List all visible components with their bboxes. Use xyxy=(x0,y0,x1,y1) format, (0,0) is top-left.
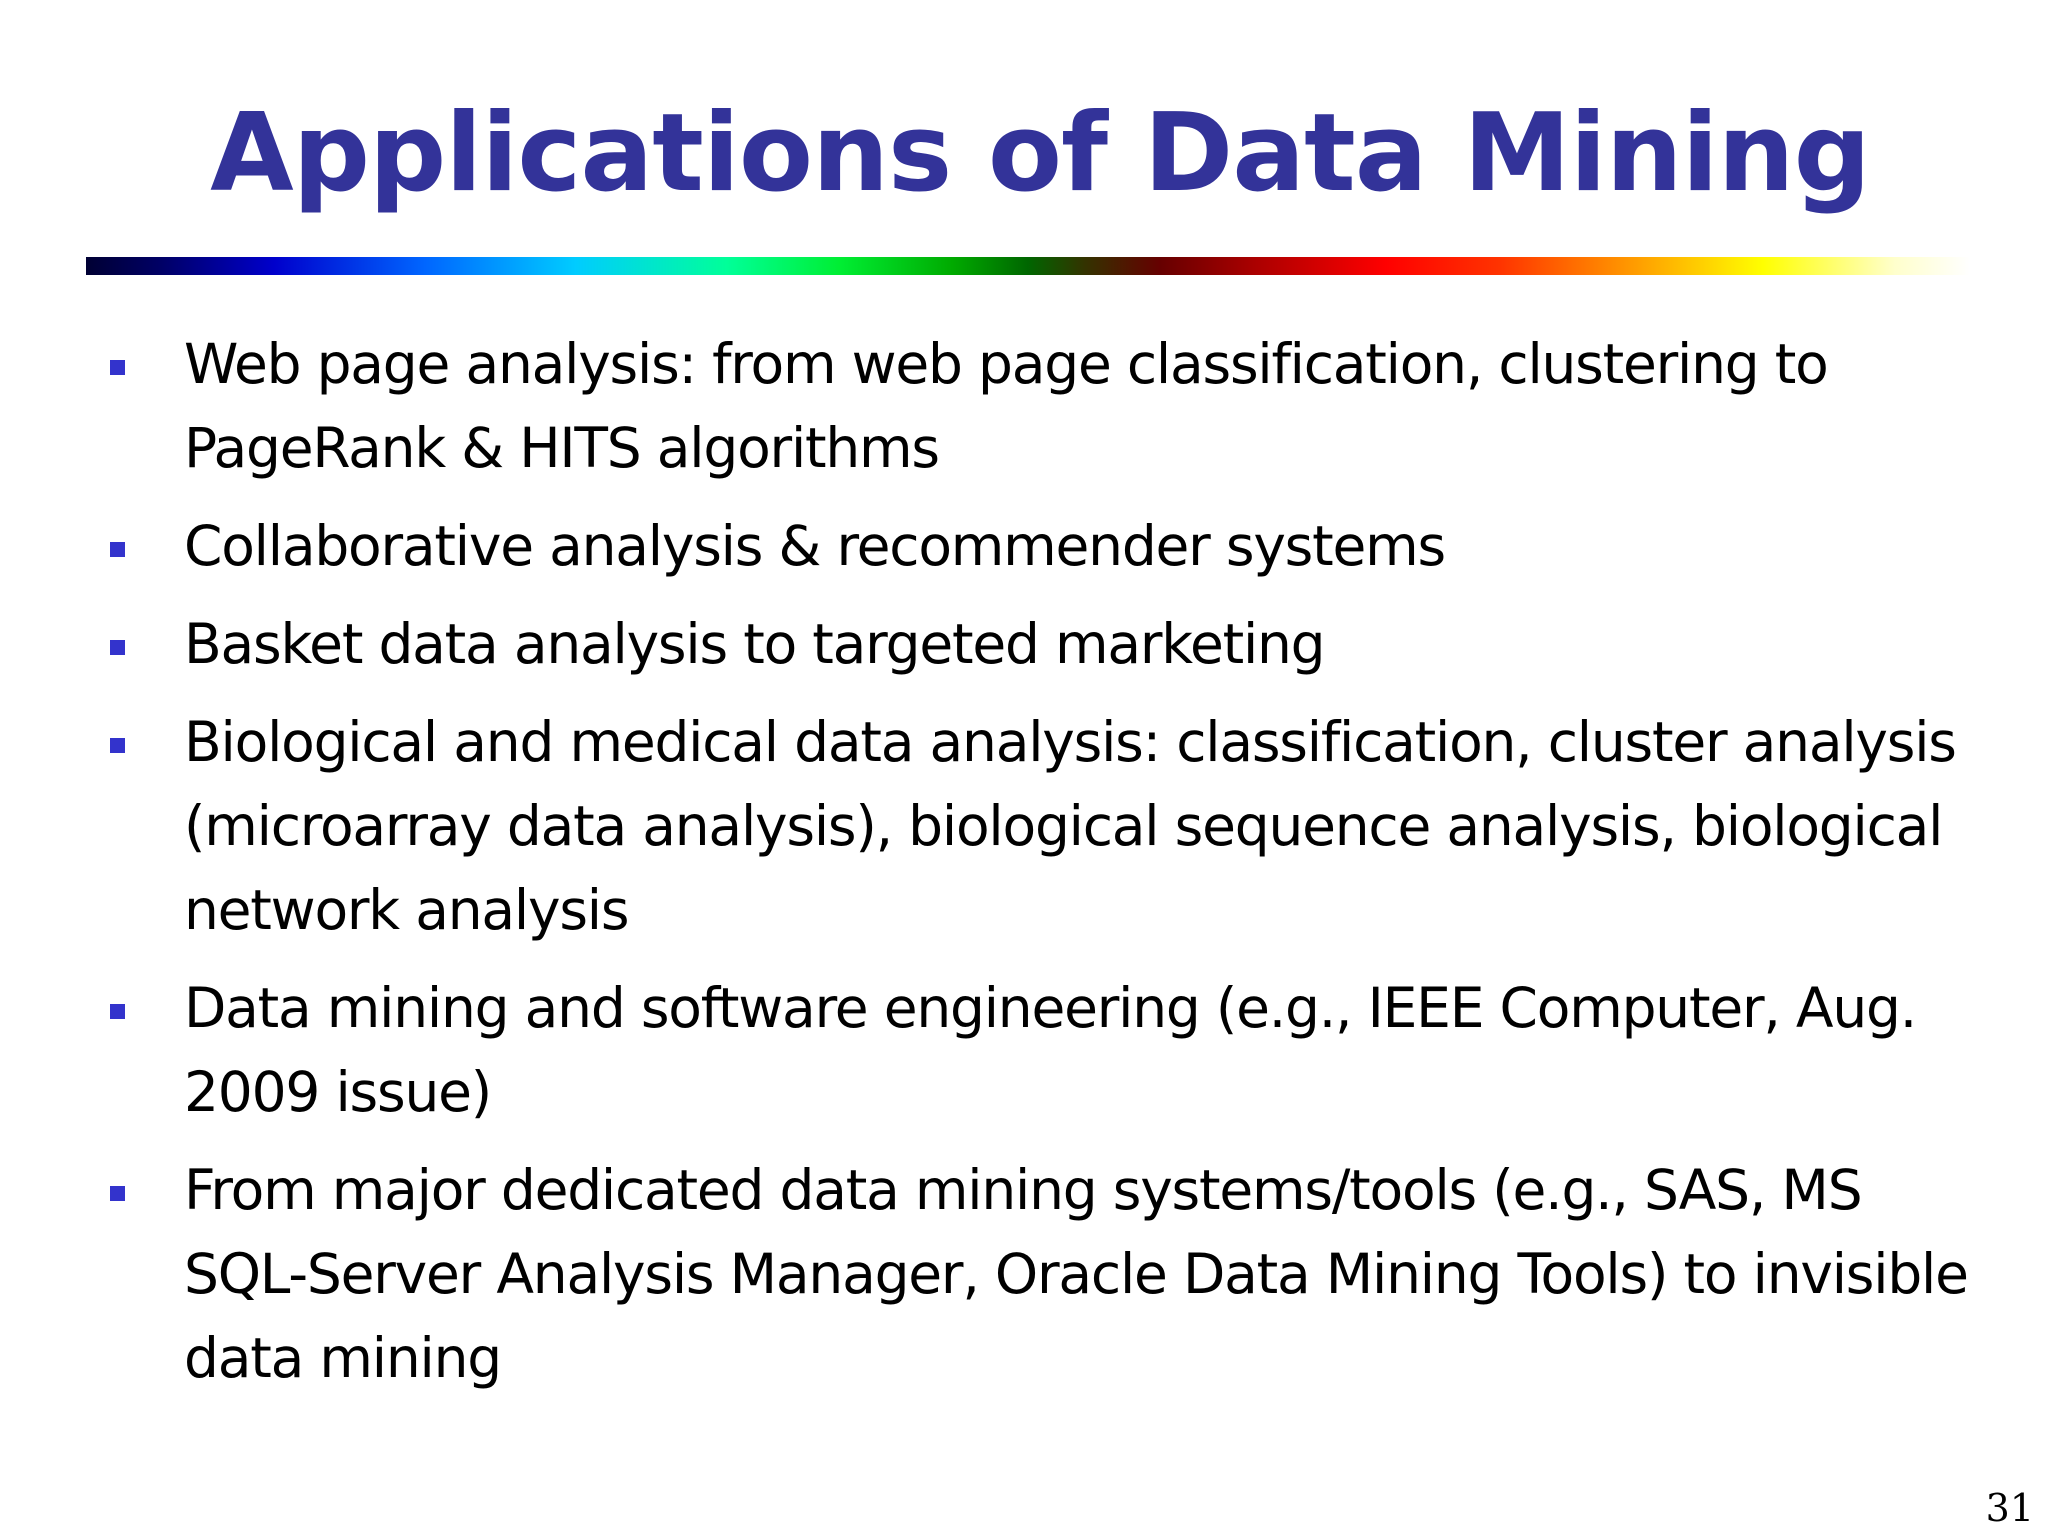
bullet-text: Web page analysis: from web page classification, clustering to PageRank & HITS algorithms xyxy=(184,332,1828,480)
bullet-item xyxy=(0,602,2048,686)
square-bullet-icon xyxy=(110,542,125,557)
bullet-item xyxy=(0,966,2048,1134)
bullet-text: Biological and medical data analysis: classification, cluster analysis (microarray data analysis), biological sequence analysis, biological network analysis xyxy=(184,710,1956,942)
square-bullet-icon xyxy=(110,1186,125,1201)
bullet-text: From major dedicated data mining systems/tools (e.g., SAS, MS SQL-Server Analysis Manager, Oracle Data Mining Tools) to invisible data mining xyxy=(184,1158,1968,1390)
page-number: 31 xyxy=(1985,1486,2034,1530)
square-bullet-icon xyxy=(110,1004,125,1019)
bullet-text: Collaborative analysis & recommender systems xyxy=(184,514,1445,578)
bullet-text: Basket data analysis to targeted marketing xyxy=(184,612,1325,676)
slide-title: Applications of Data Mining xyxy=(210,91,1870,216)
square-bullet-icon xyxy=(110,738,125,753)
bullet-list xyxy=(0,322,2048,1414)
bullet-item xyxy=(0,1148,2048,1400)
bullet-item xyxy=(0,700,2048,952)
bullet-item xyxy=(0,322,2048,490)
title-gradient-rule xyxy=(86,257,1970,275)
bullet-item xyxy=(0,504,2048,588)
square-bullet-icon xyxy=(110,360,125,375)
bullet-text: Data mining and software engineering (e.g., IEEE Computer, Aug. 2009 issue) xyxy=(184,976,1917,1124)
square-bullet-icon xyxy=(110,640,125,655)
